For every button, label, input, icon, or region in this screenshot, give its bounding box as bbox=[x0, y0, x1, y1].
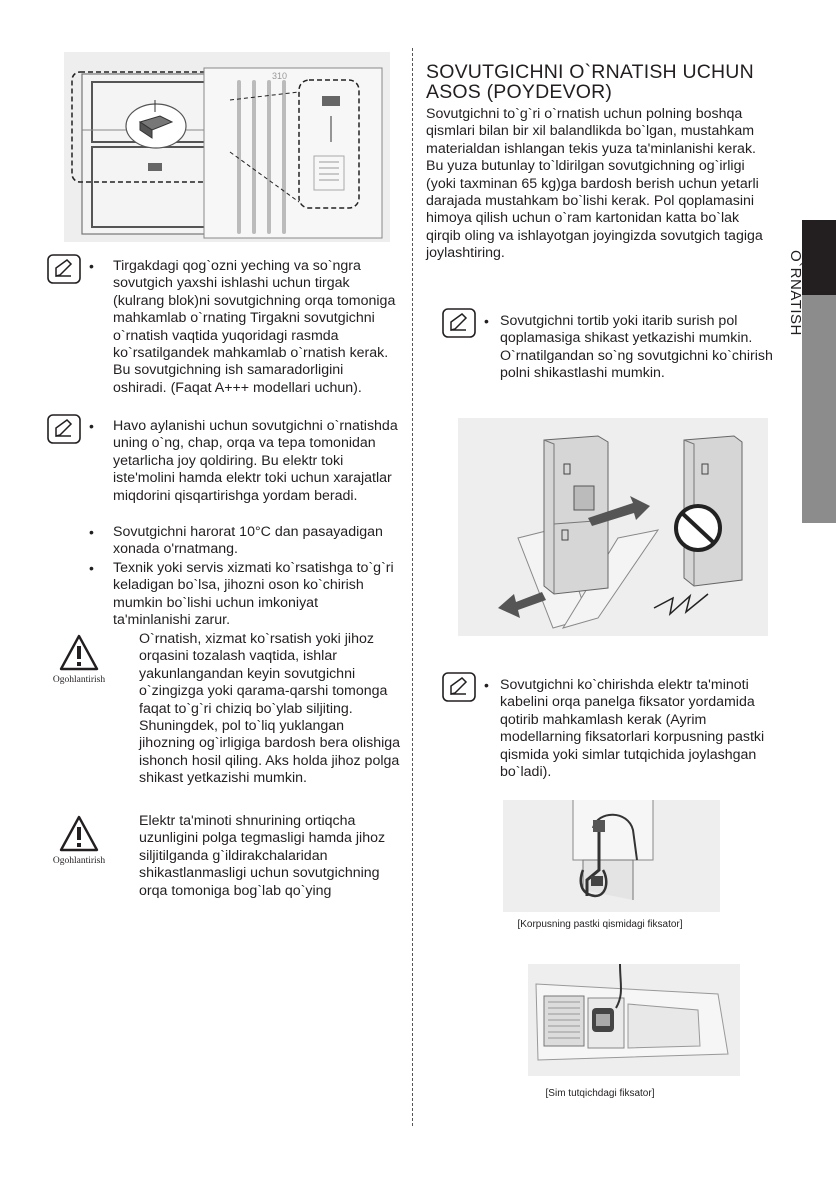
warning-triangle-icon bbox=[58, 814, 100, 854]
fridge-moving-figure bbox=[458, 418, 768, 636]
section-heading: SOVUTGICHNI O`RNATISH UCHUN ASOS (POYDEVOR) bbox=[426, 61, 754, 103]
note-service-text: Texnik yoki servis xizmati ko`rsatishga to`g`ri keladigan bo`lsa, jihozni oson ko`chirish mumkin bo`lishi uchun imkoniyat ta'minlanishi zarur. bbox=[113, 560, 394, 629]
note-floor-damage-text: Sovutgichni tortib yoki itarib surish pol qoplamasiga shikast yetkazishi mumkin. O`rnatilgandan so`ng sovutgichni ko`chirish polni shikastlashi mumkin. bbox=[500, 313, 773, 382]
foundation-intro-text: Sovutgichni to`g`ri o`rnatish uchun polning boshqa qismlari bilan bir xil balandlikda bo`lgan, mustahkam materialdan ishlangan tekis yuza ta'minlanishi kerak. Bu yuza butunlay to`ldirilgan sovutgichning og`irligi (yoki taxminan 65 kg)ga bardosh berish uchun yetarli darajada mustahkam bo`lishi kerak. Pol qoplamasini himoya qilish uchun o`ram kartonidan katta bo`lak qirqib oling va ishlayotgan joyingizda sovutgich tagiga joylashtiring. bbox=[426, 106, 763, 262]
wire-holder-fixator-figure bbox=[528, 964, 740, 1076]
warning-triangle-icon bbox=[58, 633, 100, 673]
column-divider bbox=[412, 48, 413, 1126]
note-icon bbox=[47, 254, 81, 284]
warning-cord-text: Elektr ta'minoti shnurining ortiqcha uzunligini polga tegmasligi hamda jihoz siljitilganda g`ildirakchalaridan shikastlanmasligi uchun sovutgichning orqa tomoniga bog`lab qo`ying bbox=[139, 813, 386, 899]
caption-wire-holder-fixator: [Sim tutqichdagi fiksator] bbox=[545, 1088, 655, 1099]
bullet: • bbox=[89, 524, 94, 540]
warning-label: Ogohlantirish bbox=[52, 856, 106, 866]
warning-label: Ogohlantirish bbox=[52, 675, 106, 685]
side-tab-label: O`RNATISH bbox=[787, 250, 804, 336]
note-icon bbox=[442, 308, 476, 338]
caption-bottom-fixator: [Korpusning pastki qismidagi fiksator] bbox=[517, 919, 683, 930]
bullet: • bbox=[89, 418, 94, 434]
note-cable-fixing-text: Sovutgichni ko`chirishda elektr ta'minoti kabelini orqa panelga fiksator yordamida qotirib mahkamlash kerak (Ayrim modellarning fiksatorlari korpusning pastki qismida yoki simlar tutqichida joylashgan bo`ladi). bbox=[500, 677, 765, 781]
bullet: • bbox=[484, 313, 489, 329]
warning-moving-text: O`rnatish, xizmat ko`rsatish yoki jihoz orqasini tozalash vaqtida, ishlar yakunlangandan keyin sovutgichni o`zingizga yoki qarama-qarshi tomonga faqat to`g`ri chiziq bo`ylab siljiting. Shuningdek, pol to`liq yuklangan jihozning og`irligiga bardosh bera olishiga ishonch hosil qiling. Aks holda jihoz polga shikast yetkazishi mumkin. bbox=[139, 631, 401, 787]
spacer-installation-figure bbox=[64, 52, 390, 242]
note-icon bbox=[47, 414, 81, 444]
bullet: • bbox=[89, 560, 94, 576]
bullet: • bbox=[484, 677, 489, 693]
note-icon bbox=[442, 672, 476, 702]
note-spacer-text: Tirgakdagi qog`ozni yeching va so`ngra sovutgich yaxshi ishlashi uchun tirgak (kulrang blok)ni sovutgichning orqa tomoniga mahkamlab o`rnating Tirgakni sovutgichni o`rnatish vaqtida yuqoridagi rasmda ko`rsatilgandek mahkamlab o`rnatish kerak. Bu sovutgichning ish samaradorligini oshiradi. (Faqat A+++ modellari uchun). bbox=[113, 258, 396, 396]
bullet: • bbox=[89, 258, 94, 274]
bottom-fixator-figure bbox=[503, 800, 720, 912]
note-temperature-text: Sovutgichni harorat 10°C dan pasayadigan xonada o'rnatmang. bbox=[113, 524, 383, 558]
note-airflow-text: Havo aylanishi uchun sovutgichni o`rnatishda uning o`ng, chap, orqa va tepa tomonidan yetarlicha joy qoldiring. Bu elektr toki iste'molini hamda elektr toki uchun xarajatlar miqdorini qisqartirishga yordam beradi. bbox=[113, 418, 398, 504]
spacer-size-label: 310 bbox=[272, 71, 288, 81]
